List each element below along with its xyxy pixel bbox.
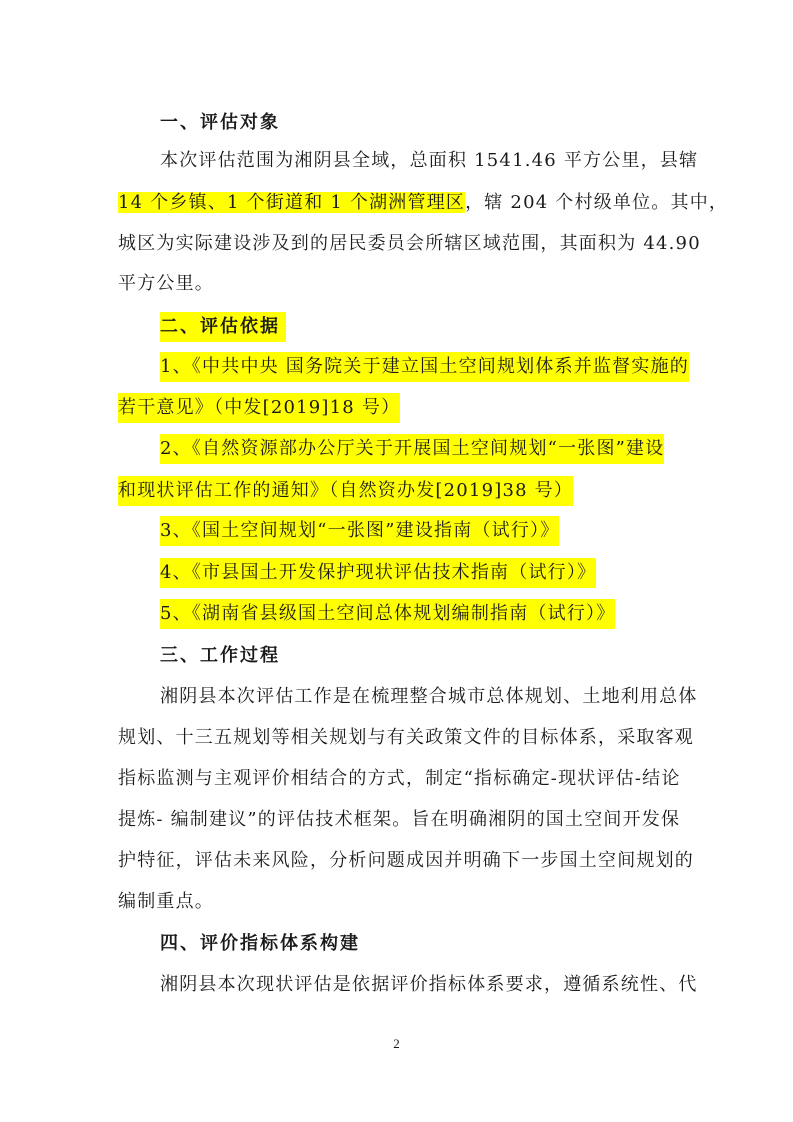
section-heading-1: 一、评估对象 xyxy=(160,112,280,133)
paragraph-line: 提炼- 编制建议”的评估技术框架。旨在明确湘阴的国土空间开发保 xyxy=(118,809,681,830)
paragraph-line: 规划、十三五规划等相关规划与有关政策文件的目标体系，采取客观 xyxy=(118,727,694,748)
reference-item-5: 5、《湖南省县级国土空间总体规划编制指南（试行）》 xyxy=(160,599,615,629)
paragraph-line: 平方公里。 xyxy=(118,273,214,294)
paragraph-line: 护特征，评估未来风险，分析问题成因并明确下一步国土空间规划的 xyxy=(118,850,694,871)
page-number: 2 xyxy=(393,1036,400,1051)
paragraph-line: 编制重点。 xyxy=(118,891,214,912)
paragraph-line xyxy=(118,188,728,218)
reference-item-2-line-1: 2、《自然资源部办公厅关于开展国土空间规划“一张图”建设 xyxy=(160,434,664,464)
paragraph-line: 指标监测与主观评价相结合的方式，制定“指标确定-现状评估-结论 xyxy=(118,768,681,789)
section-heading-2: 二、评估依据 xyxy=(160,312,286,342)
paragraph-text: ，辖 204 个村级单位。其中， xyxy=(465,192,729,213)
paragraph-line: 城区为实际建设涉及到的居民委员会所辖区域范围，其面积为 44.90 xyxy=(118,233,701,254)
paragraph-line: 本次评估范围为湘阴县全域，总面积 1541.46 平方公里，县辖 xyxy=(160,150,699,171)
highlighted-text: 14 个乡镇、1 个街道和 1 个湖洲管理区 xyxy=(118,192,466,213)
reference-item-1-line-1: 1、《中共中央 国务院关于建立国土空间规划体系并监督实施的 xyxy=(160,352,689,382)
paragraph-line: 湘阴县本次现状评估是依据评价指标体系要求，遵循系统性、代 xyxy=(160,974,698,995)
reference-item-1-line-2: 若干意见》（中发[2019]18 号） xyxy=(118,393,400,423)
reference-item-2-line-2: 和现状评估工作的通知》（自然资办发[2019]38 号） xyxy=(118,476,573,506)
section-heading-4: 四、评价指标体系构建 xyxy=(160,933,360,954)
section-heading-3: 三、工作过程 xyxy=(160,645,280,666)
paragraph-line: 湘阴县本次评估工作是在梳理整合城市总体规划、土地利用总体 xyxy=(160,686,698,707)
reference-item-4: 4、《市县国土开发保护现状评估技术指南（试行）》 xyxy=(160,558,596,588)
reference-item-3: 3、《国土空间规划“一张图”建设指南（试行）》 xyxy=(160,516,559,546)
